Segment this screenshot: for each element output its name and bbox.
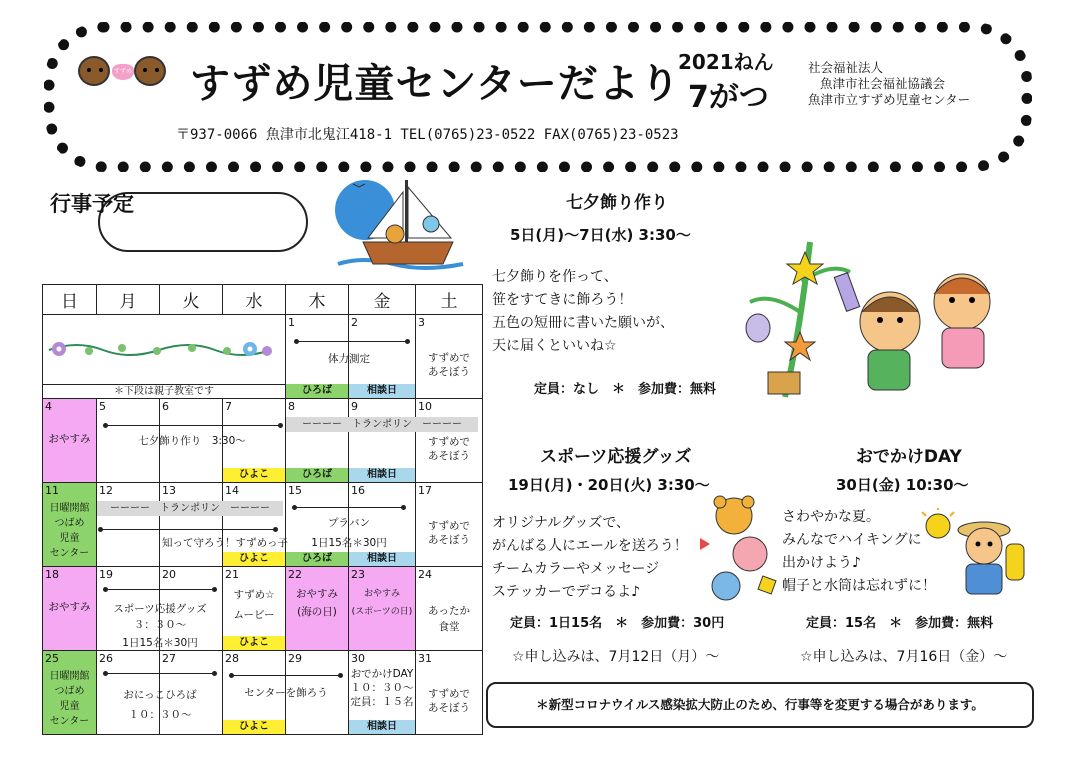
body-line: 帽子と水筒は忘れずに！ bbox=[782, 578, 936, 594]
day-number: 17 bbox=[418, 484, 432, 497]
day-number: 6 bbox=[162, 400, 169, 413]
consult-tag: 相談日 bbox=[349, 384, 415, 398]
event-label: センターを飾ろう bbox=[244, 687, 328, 699]
morning-glory-garland bbox=[47, 335, 273, 365]
event-label: すずめで あそぼう bbox=[427, 520, 471, 546]
weekday-sat: 土 bbox=[416, 285, 483, 315]
day-number: 12 bbox=[99, 484, 113, 497]
odekake-conditions: 定員：15名 ＊ 参加費：無料 bbox=[806, 616, 994, 631]
hiroba-tag: ひろば bbox=[286, 384, 348, 398]
weekday-mon: 月 bbox=[97, 285, 160, 315]
closed-label: おやすみ bbox=[48, 433, 91, 445]
body-line: みんなでハイキングに bbox=[782, 532, 922, 548]
event-label: プラバン bbox=[328, 517, 370, 529]
event-label: 知って守ろう！すずめっ子 bbox=[162, 537, 288, 549]
day-number: 26 bbox=[99, 652, 113, 665]
issue-month: 7がつ bbox=[688, 80, 769, 115]
tanabata-body bbox=[492, 266, 674, 358]
day-number: 14 bbox=[225, 484, 239, 497]
calendar-day bbox=[416, 315, 483, 399]
day-number: 20 bbox=[162, 568, 176, 581]
event-label: おにっこひろば １０：３０～ bbox=[123, 689, 197, 721]
consult-tag: 相談日 bbox=[349, 552, 415, 566]
body-line: チームカラーやメッセージ bbox=[492, 561, 660, 577]
calendar-day bbox=[160, 399, 223, 483]
org-line: 魚津市立すずめ児童センター bbox=[808, 92, 971, 107]
org-line: 魚津市社会福祉協議会 bbox=[820, 76, 946, 91]
calendar-day bbox=[223, 483, 286, 567]
trampoline-band: ーーーー トランポリン ーーーー bbox=[286, 417, 478, 432]
heart-icon: すずめ bbox=[112, 64, 134, 80]
event-label: すずめで あそぼう bbox=[427, 352, 471, 378]
calendar-day bbox=[223, 567, 286, 651]
sparrow-icon bbox=[134, 56, 166, 86]
body-line: 天に届くといいね☆ bbox=[492, 338, 617, 354]
org-line: 社会福祉法人 bbox=[808, 60, 884, 75]
sports-body bbox=[492, 512, 688, 604]
consult-tag: 相談日 bbox=[349, 720, 415, 734]
day-number: 30 bbox=[351, 652, 365, 665]
tanabata-conditions: 定員：なし ＊ 参加費：無料 bbox=[534, 382, 717, 397]
day-number: 22 bbox=[288, 568, 302, 581]
calendar-day bbox=[349, 315, 416, 399]
day-number: 15 bbox=[288, 484, 302, 497]
hiroba-tag: ひろば bbox=[286, 552, 348, 566]
closed-label: おやすみ bbox=[48, 601, 91, 613]
day-number: 29 bbox=[288, 652, 302, 665]
calendar-day bbox=[416, 651, 483, 735]
weekday-sun: 日 bbox=[43, 285, 97, 315]
holiday-label: おやすみ (スポーツの日) bbox=[351, 589, 413, 617]
sports-conditions: 定員：1日15名 ＊ 参加費：30円 bbox=[510, 616, 725, 631]
calendar-week bbox=[43, 315, 483, 399]
event-label: あったか 食堂 bbox=[428, 605, 470, 633]
calendar-day bbox=[43, 483, 97, 567]
weekday-header bbox=[43, 285, 483, 315]
body-line: ステッカーでデコるよ♪ bbox=[492, 584, 641, 600]
event-label: おでかけDAY １０：３０～ 定員：１５名 bbox=[350, 668, 414, 708]
calendar-day bbox=[97, 399, 246, 483]
day-number: 2 bbox=[351, 316, 358, 329]
hiking-kid-illustration bbox=[918, 508, 1030, 598]
events-heading: 行事予定 bbox=[50, 192, 134, 216]
day-number: 19 bbox=[99, 568, 113, 581]
calendar-day bbox=[349, 567, 416, 651]
body-line: オリジナルグッズで、 bbox=[492, 515, 631, 531]
event-label: すずめで あそぼう bbox=[427, 436, 471, 462]
day-number: 8 bbox=[288, 400, 295, 413]
parent-class-note: ＊下段は親子教室です bbox=[43, 384, 285, 398]
sparrow-logo bbox=[78, 48, 168, 88]
body-line: 出かけよう♪ bbox=[782, 555, 861, 571]
day-number: 9 bbox=[351, 400, 358, 413]
sunday-open-label: 日曜開館 つばめ 児童 センター bbox=[49, 503, 90, 559]
day-number: 25 bbox=[45, 652, 59, 665]
calendar-day bbox=[160, 651, 223, 735]
calendar-week bbox=[43, 399, 483, 483]
day-number: 23 bbox=[351, 568, 365, 581]
odekake-apply: ☆申し込みは、7月16日（金）～ bbox=[800, 649, 1008, 665]
calendar-day bbox=[349, 483, 416, 567]
day-number: 24 bbox=[418, 568, 432, 581]
tanabata-illustration bbox=[740, 232, 1010, 407]
sports-apply: ☆申し込みは、7月12日（月）～ bbox=[512, 649, 720, 665]
tanabata-date: 5日(月)～7日(水) 3:30～ bbox=[510, 226, 691, 244]
weekday-tue: 火 bbox=[160, 285, 223, 315]
calendar-week bbox=[43, 567, 483, 651]
weekday-wed: 水 bbox=[223, 285, 286, 315]
calendar-day bbox=[286, 651, 349, 735]
sports-title: スポーツ応援グッズ bbox=[540, 447, 692, 467]
body-line: さわやかな夏。 bbox=[782, 509, 880, 525]
hiyoko-tag: ひよこ bbox=[223, 720, 285, 734]
body-line: 五色の短冊に書いた願いが、 bbox=[492, 315, 674, 331]
event-condition: 1日15名＊30円 bbox=[311, 537, 387, 549]
mascot-cheer-illustration bbox=[696, 492, 778, 604]
day-number: 4 bbox=[45, 400, 52, 413]
organization bbox=[808, 60, 970, 108]
body-line: 七夕飾りを作って、 bbox=[492, 269, 618, 285]
day-number: 27 bbox=[162, 652, 176, 665]
calendar-day bbox=[223, 399, 286, 483]
sunday-open-label: 日曜開館 つばめ 児童 センター bbox=[49, 671, 90, 727]
calendar-week bbox=[43, 651, 483, 735]
consult-tag: 相談日 bbox=[349, 468, 415, 482]
holiday-label: おやすみ (海の日) bbox=[296, 588, 338, 618]
weekday-fri: 金 bbox=[349, 285, 416, 315]
calendar-day bbox=[160, 567, 223, 651]
day-number: 13 bbox=[162, 484, 176, 497]
odekake-date: 30日(金) 10:30～ bbox=[836, 476, 969, 494]
odekake-body bbox=[782, 506, 936, 598]
event-label: スポーツ応援グッズ ３：３０～ bbox=[113, 603, 207, 631]
calendar-day bbox=[416, 483, 483, 567]
sparrow-icon bbox=[78, 56, 110, 86]
day-number: 11 bbox=[45, 484, 59, 497]
day-number: 10 bbox=[418, 400, 432, 413]
ship-illustration bbox=[333, 172, 468, 277]
calendar-week bbox=[43, 483, 483, 567]
day-number: 18 bbox=[45, 568, 59, 581]
calendar-day bbox=[43, 567, 97, 651]
event-condition: 1日15名＊30円 bbox=[122, 637, 198, 649]
body-line: 笹をすてきに飾ろう！ bbox=[492, 292, 633, 308]
event-calendar bbox=[42, 284, 483, 735]
day-number: 5 bbox=[99, 400, 106, 413]
tanabata-title: 七夕飾り作り bbox=[566, 193, 668, 213]
event-label: すずめで あそぼう bbox=[427, 688, 471, 714]
day-number: 31 bbox=[418, 652, 432, 665]
body-line: がんばる人にエールを送ろう！ bbox=[492, 538, 688, 554]
event-label: 体力測定 bbox=[328, 353, 370, 365]
day-number: 21 bbox=[225, 568, 239, 581]
calendar-day bbox=[349, 651, 416, 735]
calendar-day bbox=[349, 399, 416, 483]
covid-notice: ＊新型コロナウイルス感染拡大防止のため、行事等を変更する場合があります。 bbox=[486, 682, 1034, 728]
issue-year: 2021ねん bbox=[678, 50, 774, 74]
hiyoko-tag: ひよこ bbox=[223, 468, 285, 482]
calendar-day bbox=[43, 399, 97, 483]
calendar-day bbox=[416, 567, 483, 651]
odekake-title: おでかけDAY bbox=[856, 447, 962, 467]
calendar-day bbox=[286, 315, 370, 399]
hiroba-tag: ひろば bbox=[286, 468, 348, 482]
day-number: 7 bbox=[225, 400, 232, 413]
hiyoko-tag: ひよこ bbox=[223, 552, 285, 566]
hiyoko-tag: ひよこ bbox=[223, 636, 285, 650]
day-number: 28 bbox=[225, 652, 239, 665]
weekday-thu: 木 bbox=[286, 285, 349, 315]
event-label: すずめ☆ ムービー bbox=[233, 589, 275, 621]
calendar-day bbox=[416, 399, 483, 483]
calendar-day bbox=[43, 651, 97, 735]
day-number: 1 bbox=[288, 316, 295, 329]
day-number: 3 bbox=[418, 316, 425, 329]
newsletter-title: すずめ児童センターだより bbox=[190, 61, 681, 107]
calendar-empty-cell bbox=[43, 315, 286, 399]
calendar-day bbox=[286, 567, 349, 651]
event-label: 七夕飾り作り 3:30～ bbox=[138, 435, 246, 447]
address-line: 〒937-0066 魚津市北鬼江418-1 TEL(0765)23-0522 FAX(0765)23-0523 bbox=[176, 127, 679, 143]
trampoline-band: ーーーー トランポリン ーーーー bbox=[97, 501, 283, 516]
sports-date: 19日(月)・20日(火) 3:30～ bbox=[508, 476, 710, 494]
day-number: 16 bbox=[351, 484, 365, 497]
